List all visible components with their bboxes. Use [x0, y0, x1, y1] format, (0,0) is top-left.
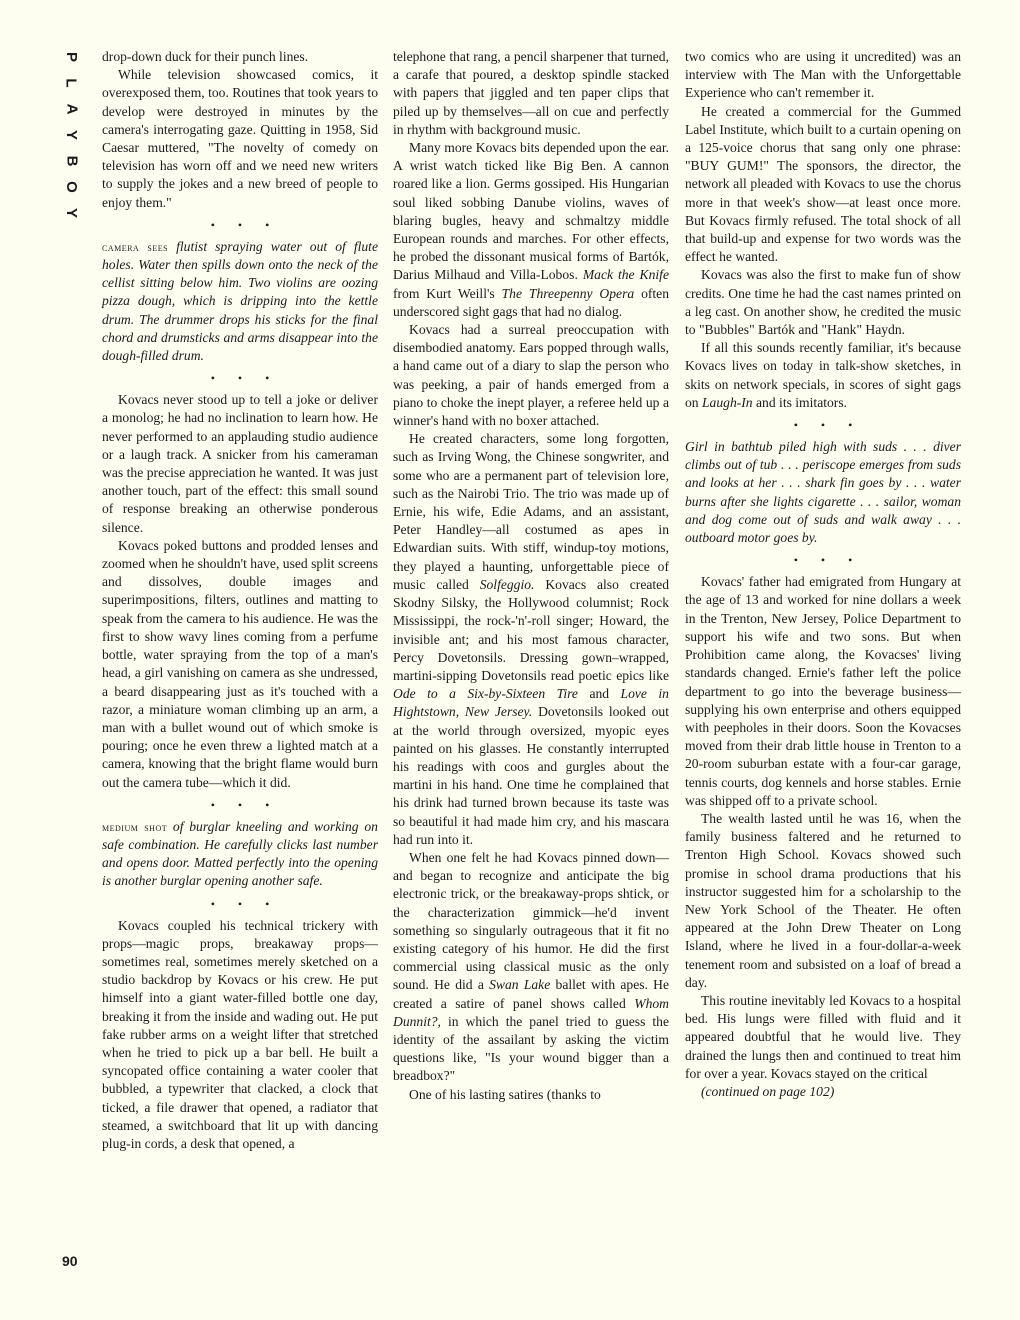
column-2: [393, 48, 669, 1104]
title-ref: Solfeggio.: [479, 576, 535, 592]
paragraph: One of his lasting satires (thanks to: [409, 1086, 601, 1102]
section-separator: • • •: [210, 217, 280, 232]
text-run: If all this sounds recently familiar, it's because Kovacs lives on today in talk-show sketches, in skits on network specials, in scores of sight gags on: [685, 340, 961, 410]
script-direction: Girl in bathtub piled high with suds . . . diver climbs out of tub . . . periscope emerges from suds and looks at her . . . shark fin goes by . . . water burns after she lights cigarette . . . sailor, woman and dog come out of suds and walk away . . . outboard motor goes by.: [685, 439, 961, 546]
text-run: and its imitators.: [756, 394, 848, 410]
paragraph: He created a commercial for the Gummed Label Institute, which built to a curtain opening on a 125-voice chorus that sang only one phrase: "BUY GUM!" The sponsors, the director, the network all pleaded with Kovacs to use the chorus more in that week's show—at least once more. But Kovacs firmly refused. The total shock of all that build-up and expense for two words was the effect he wanted.: [685, 103, 961, 265]
section-separator: • • •: [210, 797, 280, 812]
title-ref: Swan Lake: [489, 977, 551, 993]
masthead-letter: Y: [62, 207, 80, 219]
title-ref: Ode to a Six-by-Sixteen Tire: [393, 686, 578, 702]
paragraph: [393, 849, 669, 1086]
paragraph: Kovacs' father had emigrated from Hungary at the age of 13 and worked for nine dollars a week in the Trenton, New Jersey, Police Department to support his wife and two sons. But when Prohibition came along, the Kovacses' living standards changed. Ernie's father left the police department to go into the beverage business—supplying his own enterprise and others equipped with peepholes in their doors. Soon the Kovacses moved from their drab little house in Trenton to a 20-room suburban estate with a four-car garage, tennis courts, dog kennels and horse stables. Ernie was shipped off to a private school.: [685, 574, 961, 808]
paragraph: Kovacs never stood up to tell a joke or deliver a monolog; he had no inclination to learn how. He never performed to an applauding studio audience or a laugh track. A snicker from his cameraman was the precise appreciation he wanted. It was just another touch, part of the effect: this small sound of response breaking an otherwise ponderous silence.: [102, 392, 378, 535]
paragraph: Kovacs poked buttons and prodded lenses and zoomed when he shouldn't have, used split screens and dissolves, double images and superimpositions, filters, outlines and matting to speak from the camera to his audience. He was the first to show wavy lines coming from a perfume bottle, water spraying from the top of a man's head, a girl vanishing on camera as she undressed, a beard disappearing just as it's touched with a razor, a miniature woman climbing up an arm, a man with a bullet wound out of which smoke is pouring; once he even threw a lighted match at a camera, knowing that the bright flame would burn out the camera tube—which it did.: [102, 537, 378, 790]
script-text: of burglar kneeling and working on safe combination. He carefully clicks last number and opens door. Matted perfectly into the opening is another burglar opening another safe.: [102, 818, 378, 889]
script-label: camera sees: [102, 239, 169, 254]
section-separator: • • •: [793, 553, 863, 568]
text-run: ballet with apes. He created a satire of panel shows called: [393, 977, 670, 1011]
column-3: [685, 48, 961, 1101]
text-run: Kovacs also created Skodny Silsky, the Hollywood columnist; Rock Mississippi, the rock-'n'-roll singer; Howard, the invisible ant; and his most famous character, Percy Dovetonsils. Dressing gown–wrapped, martini-sipping Dovetonsils read poetic epics like: [393, 576, 670, 683]
text-run: Dovetonsils looked out at the world through oversized, myopic eyes painted on his glasses. He constantly interrupted his readings with coos and gurgles about the martini in his hand. One time he complained that his drink had turned brown because its taste was so beautiful it had made him cry, and his mascara had run into it.: [393, 704, 669, 847]
title-ref: The Threepenny Opera: [501, 285, 635, 301]
section-separator: • • •: [210, 896, 280, 911]
text-run: He created characters, some long forgotten, such as Irving Wong, the Chinese songwriter, and some who are a permanent part of television lore, such as the Nairobi Trio. The trio was made up of Ernie, his wife, Edie Adams, and an assistant, Peter Handley—all costumed as apes in Edwardian suits. With stiff, windup-toy motions, they played a haunting, unforgettable piece of music called: [393, 431, 669, 592]
paragraph: While television showcased comics, it overexposed them, too. Routines that took years to develop were destroyed in minutes by the camera's interrogating gaze. Quitting in 1958, Sid Caesar muttered, "The novelty of comedy on television has worn off and we need new writers to supply the jokes and a new breed of people to enjoy them.": [102, 67, 378, 210]
section-separator: • • •: [210, 371, 280, 386]
paragraph: telephone that rang, a pencil sharpener that turned, a carafe that poured, a desktop spindle stacked with papers that jiggled and ten paper clips that piled up by themselves—all on cue and perfectly in rhythm with background music.: [393, 49, 669, 137]
paragraph: [393, 430, 669, 849]
text-run: and: [589, 686, 610, 702]
paragraph: Kovacs had a surreal preoccupation with disembodied anatomy. Ears popped through walls, a hand came out of a diary to slap the person who was peeking, a pair of hands emerged from a piano to choke the inept player, a referee held up a winner's hand with no boxer attached.: [393, 322, 669, 429]
text-run: Many more Kovacs bits depended upon the ear. A wrist watch ticked like Big Ben. A cannon roared like a lion. Germs gossiped. His Hungarian soul liked sobbing Danube violins, waves of blaring bugles, heavy and schmaltzy middle European rounds and marches. For other effects, he probed the dissonant musical forms of Bartók, Darius Milhaud and Villa-Lobos.: [393, 140, 669, 283]
text-run: often underscored sight gags that had no dialog.: [393, 285, 669, 319]
masthead-letter: A: [63, 103, 80, 115]
script-direction: [102, 818, 378, 891]
continued-note: (continued on page 102): [701, 1083, 835, 1099]
title-ref: Laugh-In: [702, 394, 753, 410]
masthead-letter: P: [62, 51, 80, 63]
title-ref: Mack the Knife: [582, 267, 669, 283]
text-run: in which the panel tried to guess the identity of the assailant by asking the victim questions like, "Is your wound bigger than a breadbox?": [393, 1013, 669, 1084]
masthead-letter: L: [62, 78, 80, 88]
paragraph: This routine inevitably led Kovacs to a hospital bed. His lungs were filled with fluid and it appeared doubtful that he would live. They drained the lungs then and continued to treat him for over a year. Kovacs stayed on the critical: [685, 992, 961, 1081]
script-direction: [102, 238, 378, 365]
text-run: When one felt he had Kovacs pinned down—and began to recognize and anticipate the big electronic trick, or the breakaway-props shtick, or the characterization gimmick—he'd invent something so singularly outrageous that it fit no existing category of his humor. He did the first commercial using classical music as the only sound. He did a: [393, 849, 669, 993]
script-label: medium shot: [102, 819, 168, 834]
masthead-letter: B: [63, 155, 80, 167]
paragraph: [393, 139, 669, 321]
paragraph: Kovacs was also the first to make fun of show credits. One time he had the cast names printed on a leg cast. On another show, he credited the music to "Bubbles" Bartók and "Hank" Haydn.: [685, 267, 961, 338]
paragraph: Kovacs coupled his technical trickery with props—magic props, breakaway props—sometimes real, sometimes merely sketched on a studio backdrop by Kovacs or his crew. He put himself into a giant water-filled bottle one day, breaking it from the inside and wading out. He put fake rubber arms on a weight lifter that stretched when he tried to pick up a bar bell. He built a syncopated office containing a water cooler that bubbled, a typewriter that clacked, a clock that ticked, a file drawer that opened, a radiator that steamed, a switchboard that lit up with dancing plug-in cords, a desk that opened, a: [102, 917, 378, 1151]
paragraph: The wealth lasted until he was 16, when the family business faltered and he returned to Trenton High School. Kovacs showed such promise in school drama productions that his instructor suggested him for a scholarship to the New York School of the Theater. He often appeared at the John Drew Theater on Long Island, where he lived in a four-dollar-a-week tenement room and subsisted on a loaf of bread a day.: [685, 810, 961, 990]
column-1: [102, 48, 378, 1153]
paragraph: [685, 339, 961, 412]
script-text: flutist spraying water out of flute holes. Water then spills down onto the neck of the cellist sitting below him. Two violins are oozing pizza dough, which is dripping into the kettle drum. The drummer drops his sticks for the final chord and drumsticks and arms disappear into the dough-filled drum.: [102, 238, 378, 364]
section-separator: • • •: [793, 418, 863, 433]
masthead-letter: O: [62, 181, 80, 193]
title-ref: Love in Hightstown, New Jersey.: [393, 686, 669, 720]
title-ref: Whom Dunnit?,: [393, 995, 669, 1029]
paragraph: drop-down duck for their punch lines.: [102, 49, 309, 64]
masthead-playboy: [60, 44, 82, 226]
masthead-letter: Y: [62, 129, 80, 141]
text-run: from Kurt Weill's: [393, 285, 495, 301]
paragraph: two comics who are using it uncredited) was an interview with The Man with the Unforgettable Experience who can't remember it.: [685, 49, 961, 101]
page-number: 90: [62, 1253, 78, 1269]
